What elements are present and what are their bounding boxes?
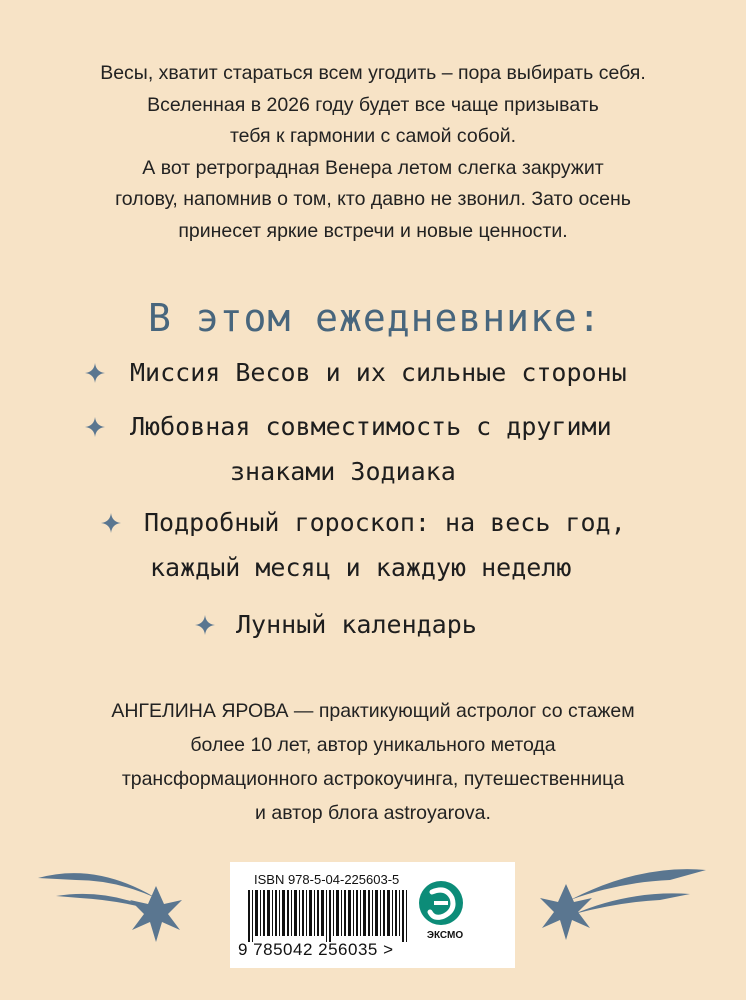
publisher-name: ЭКСМО <box>426 930 464 941</box>
intro-line: принесет яркие встречи и новые ценности. <box>178 219 568 242</box>
sparkle-icon <box>84 362 106 384</box>
intro-line: Весы, хватит стараться всем угодить – пора выбирать себя. <box>100 62 646 84</box>
feature-item: Лунный календарь <box>236 610 477 639</box>
author-bio <box>0 694 746 830</box>
sparkle-icon <box>84 416 106 438</box>
barcode-icon <box>244 890 414 942</box>
barcode-block <box>230 862 515 968</box>
comet-star-icon <box>510 858 710 954</box>
bio-line: АНГЕЛИНА ЯРОВА — практикующий астролог со стажем <box>111 700 635 722</box>
intro-text <box>0 58 746 247</box>
feature-item: Миссия Весов и их сильные стороны <box>130 358 627 387</box>
bio-line: более 10 лет, автор уникального метода <box>190 734 556 756</box>
feature-item: Подробный гороскоп: на весь год, каждый месяц и каждую неделю <box>144 508 626 582</box>
intro-line: А вот ретроградная Венера летом слегка закружит <box>142 156 604 179</box>
bio-line: и автор блога astroyarova. <box>255 802 491 824</box>
feature-item: Любовная совместимость с другими знаками Зодиака <box>130 412 612 486</box>
bio-line: трансформационного астрокоучинга, путешественница <box>121 768 625 790</box>
sparkle-icon <box>194 614 216 636</box>
intro-line: Вселенная в 2026 году будет все чаще призывать <box>147 93 599 116</box>
features-heading: В этом ежедневнике: <box>148 296 602 340</box>
barcode-number: 9 785042 256035 > <box>238 940 394 959</box>
intro-line: тебя к гармонии с самой собой. <box>229 125 517 147</box>
isbn-label: ISBN 978-5-04-225603-5 <box>254 872 400 887</box>
comet-star-icon <box>36 858 206 954</box>
eksmo-logo-icon <box>416 878 466 928</box>
intro-line: голову, напомнив о том, кто давно не звонил. Зато осень <box>115 188 631 210</box>
sparkle-icon <box>100 512 122 534</box>
